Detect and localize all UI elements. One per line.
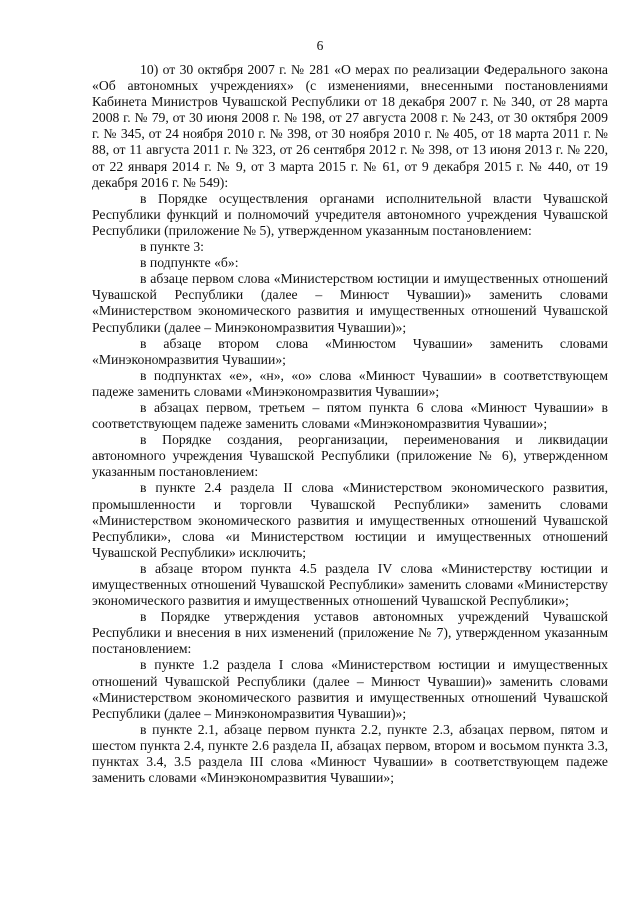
paragraph-item-10: 10) от 30 октября 2007 г. № 281 «О мерах по реализации Федерального закона «Об автономных учреждениях» (с изменениями, внесенными постановлениями Кабинета Министров Чувашской Республики от 18 декабря 2007 г. № 340, от 28 марта 2008 г. № 79, от 30 июня 2008 г. № 198, от 27 августа 2008 г. № 243, от 30 октября 2009 г. № 345, от 24 ноября 2010 г. № 398, от 30 ноября 2010 г. № 405, от 18 марта 2011 г. № 88, от 11 августа 2011 г. № 323, от 26 сентября 2012 г. № 398, от 13 июня 2013 г. № 220, от 22 января 2014 г. № 9, от 3 марта 2015 г. № 61, от 9 декабря 2015 г. № 440, от 19 декабря 2016 г. № 549):: [92, 62, 608, 190]
paragraph-order-appendix-5: в Порядке осуществления органами исполнительной власти Чувашской Республики функций и полномочий учредителя автономного учреждения Чувашской Республики (приложение № 5), утвержденном указанным постановлением:: [92, 190, 608, 238]
page-number: 6: [316, 38, 324, 53]
paragraph-point-2-1: в пункте 2.1, абзаце первом пункта 2.2, пункте 2.3, абзацах первом, пятом и шестом пункта 2.4, пункте 2.6 раздела II, абзацах первом, втором и восьмом пункта 3.3, пунктах 3.4, 3.5 раздела III слова «Минюст Чувашии» в соответствующем падеже заменить словами «Минэкономразвития Чувашии»;: [92, 721, 608, 786]
paragraph-point-6: в абзацах первом, третьем – пятом пункта 6 слова «Минюст Чувашии» в соответствующем падеже заменить словами «Минэкономразвития Чувашии»;: [92, 399, 608, 432]
document-body: [92, 62, 608, 786]
paragraph-subpoint-b: в подпункте «б»:: [140, 255, 239, 271]
paragraph-point-4-5: в абзаце втором пункта 4.5 раздела IV слова «Министерству юстиции и имущественных отношений Чувашской Республики» заменить словами «Министерству экономического развития и имущественных отношений Чувашской Республики»;: [92, 560, 608, 609]
paragraph-order-appendix-6: в Порядке создания, реорганизации, переименования и ликвидации автономного учреждения Чувашской Республики (приложение № 6), утвержденном указанным постановлением:: [92, 432, 608, 480]
paragraph-first-abzac: в абзаце первом слова «Министерством юстиции и имущественных отношений Чувашской Республики (далее – Минюст Чувашии)» заменить словами «Министерством экономического развития и имущественных отношений Чувашской Республики (далее – Минэкономразвития Чувашии)»;: [92, 271, 608, 335]
paragraph-point-2-4: в пункте 2.4 раздела II слова «Министерством экономического развития, промышленности и торговли Чувашской Республики» заменить словами «Министерством экономического развития и имущественных отношений Чувашской Республики», слова «и Министерством юстиции и имущественных отношений Чувашской Республики» исключить;: [92, 480, 608, 560]
paragraph-order-appendix-7: в Порядке утверждения уставов автономных учреждений Чувашской Республики и внесения в них изменений (приложение № 7), утвержденном указанным постановлением:: [92, 609, 608, 657]
paragraph-point-1-2: в пункте 1.2 раздела I слова «Министерством юстиции и имущественных отношений Чувашской Республики (далее – Минюст Чувашии)» заменить словами «Министерством экономического развития и имущественных отношений Чувашской Республики (далее – Минэкономразвития Чувашии)»;: [92, 657, 608, 721]
paragraph-second-abzac: в абзаце втором слова «Минюстом Чувашии» заменить словами «Минэкономразвития Чувашии»;: [92, 335, 608, 367]
paragraph-point-3: в пункте 3:: [140, 239, 204, 255]
paragraph-subpoints-e-n-o: в подпунктах «е», «н», «о» слова «Минюст Чувашии» в соответствующем падеже заменить словами «Минэкономразвития Чувашии»;: [92, 367, 608, 399]
